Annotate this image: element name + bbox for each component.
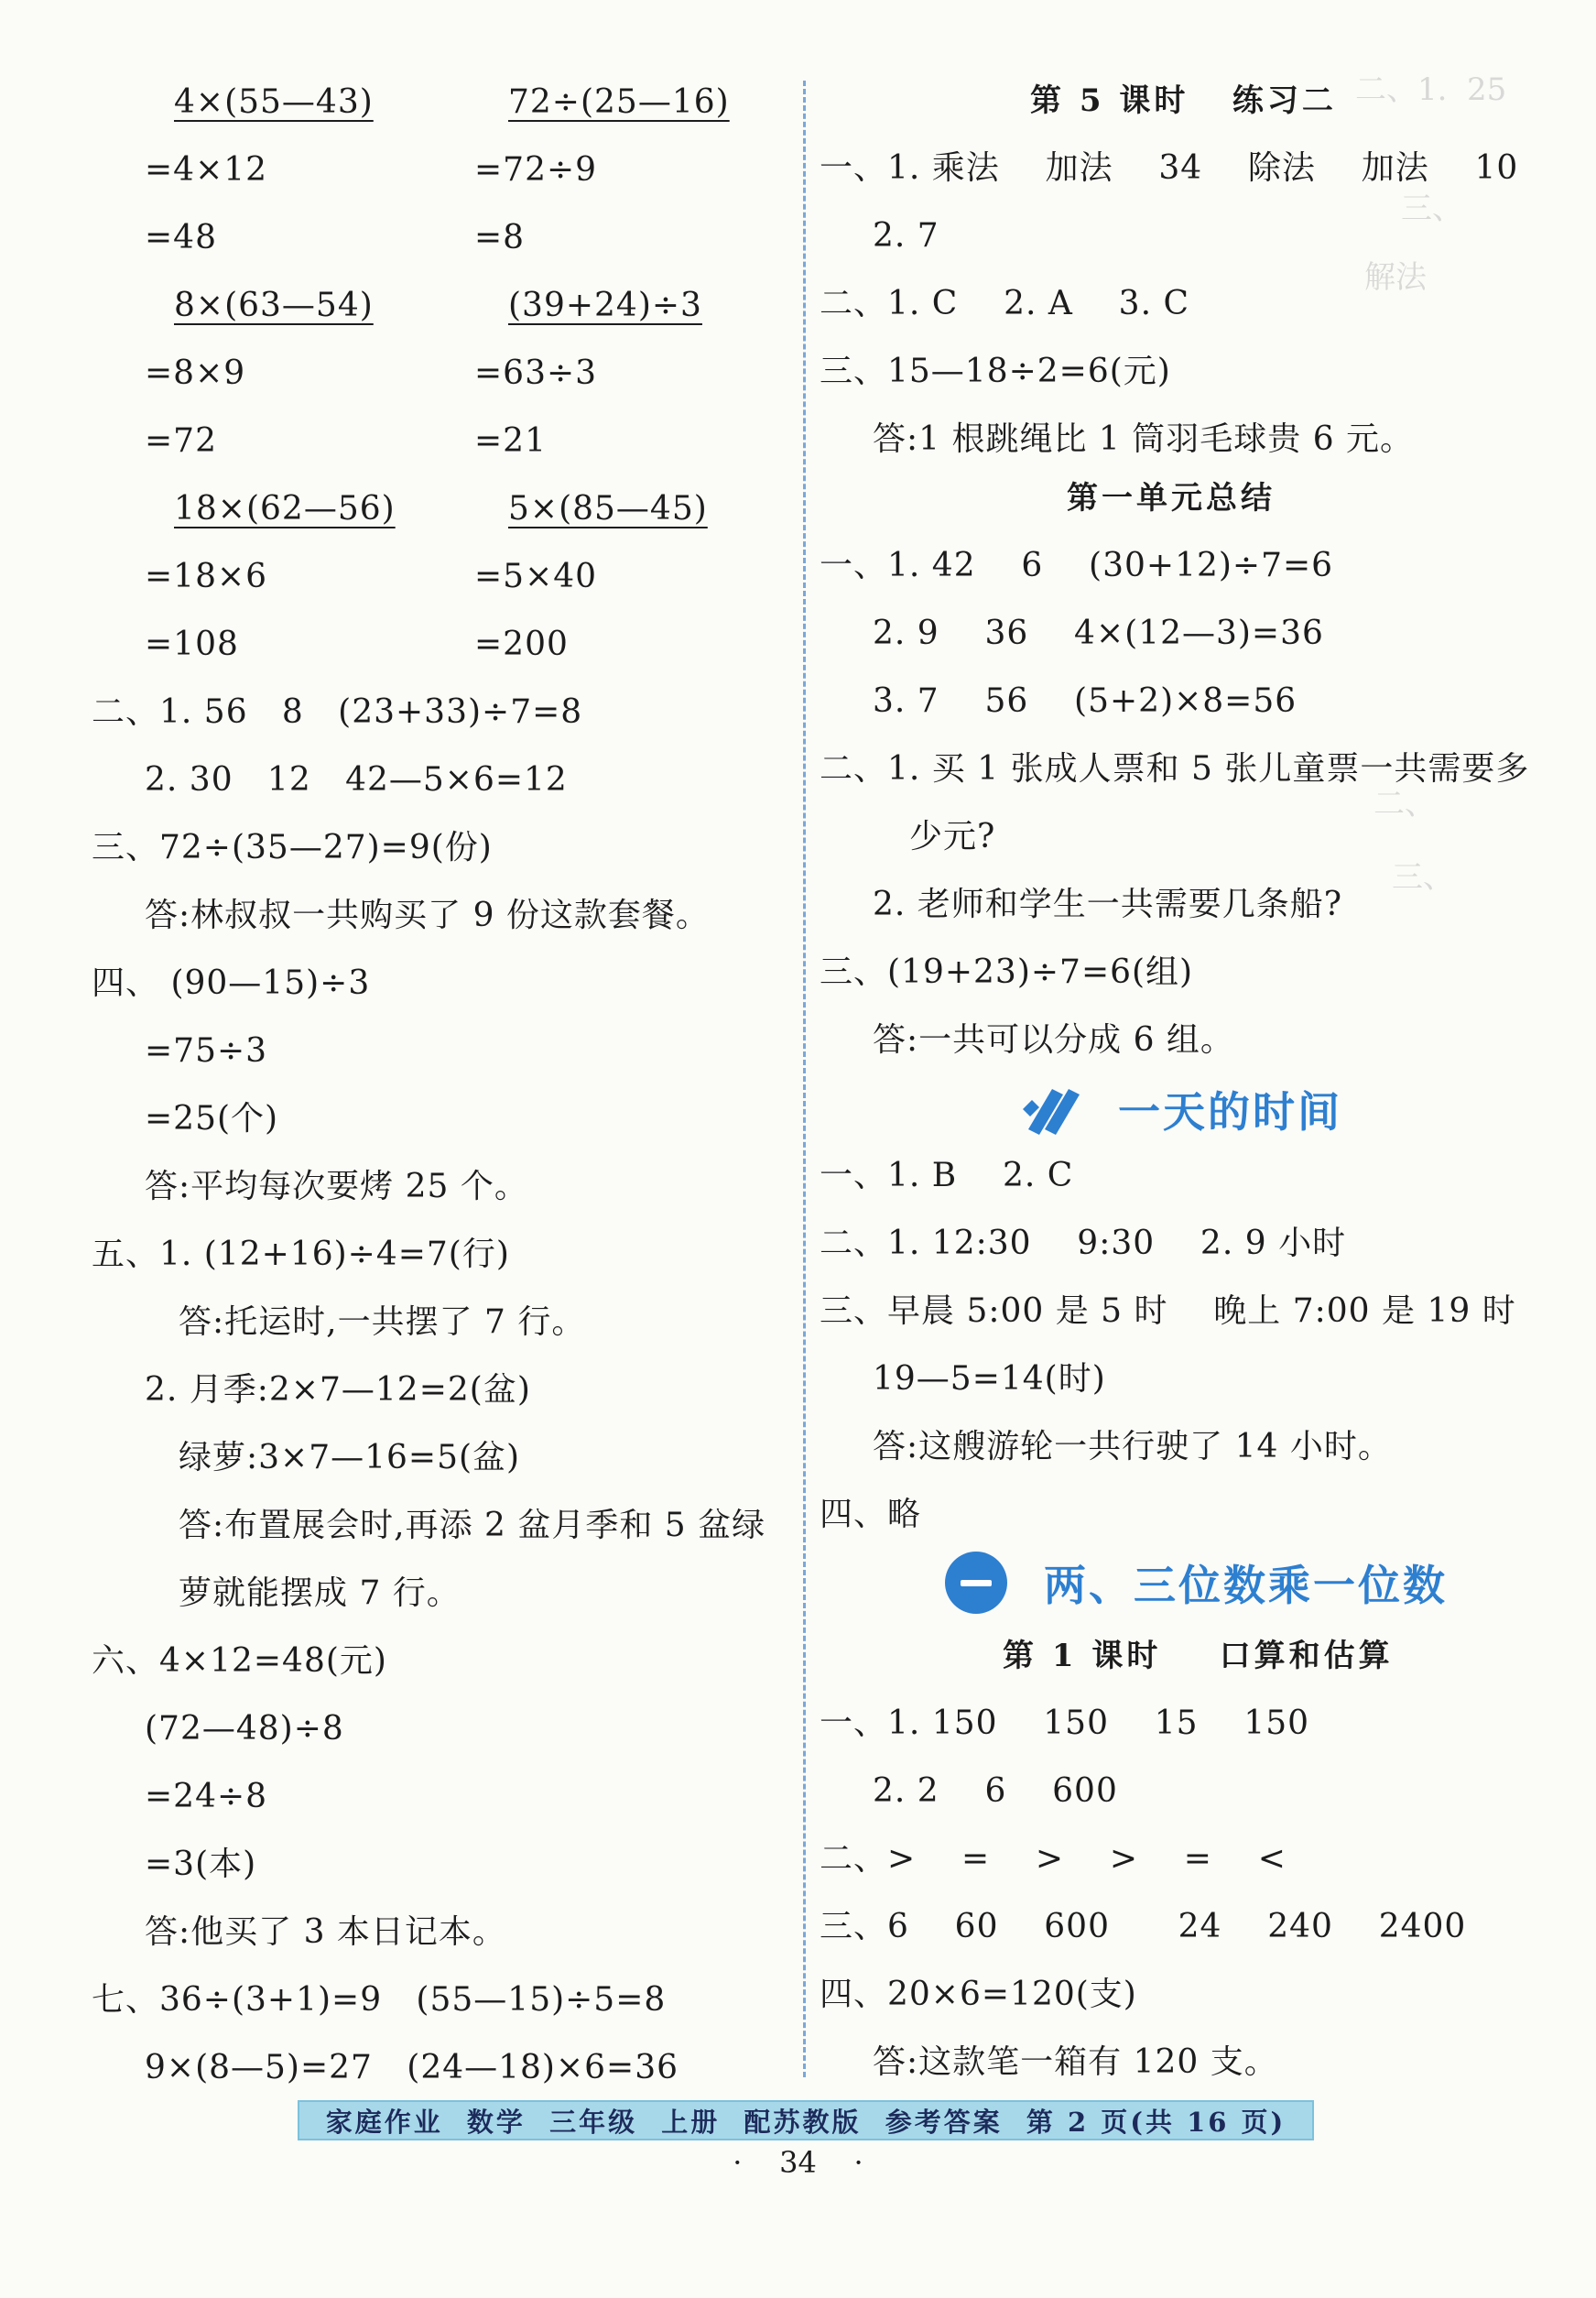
answer-line: 四、20×6=120(支): [820, 1976, 1137, 2013]
unit-title: 两、三位数乘一位数: [1044, 1561, 1448, 1610]
leaf-icon: [1021, 1082, 1085, 1137]
answer-line: 一、1. 150 150 15 150: [820, 1704, 1310, 1742]
answer-line: 答:平均每次要烤 25 个。: [145, 1168, 528, 1205]
unit-title: 一天的时间: [1118, 1087, 1342, 1137]
bleed-through-text: 二、1. 25: [1355, 71, 1507, 108]
answer-line: 六、4×12=48(元): [92, 1642, 387, 1680]
answer-line: 答:布置展会时,再添 2 盆月季和 5 盆绿: [179, 1507, 766, 1544]
page-number: · 34 ·: [733, 2145, 863, 2180]
answer-line: 答:一共可以分成 6 组。: [873, 1021, 1234, 1059]
unit-number-badge: [945, 1552, 1007, 1614]
answer-line: 一、1. B 2. C: [820, 1157, 1074, 1194]
calc-line: 8×(63—54): [174, 287, 374, 324]
answer-line: 萝就能摆成 7 行。: [179, 1574, 461, 1612]
calc-line: =8: [474, 219, 526, 256]
footer-text: 家庭作业 数学 三年级 上册 配苏教版 参考答案 第 2 页(共 16 页): [325, 2106, 1287, 2138]
answer-line: (72—48)÷8: [145, 1710, 344, 1748]
answer-line: 四、略: [820, 1496, 922, 1533]
bleed-through-text: 二、: [1373, 786, 1436, 822]
calc-line: =21: [474, 422, 547, 460]
answer-line: 二、1. C 2. A 3. C: [820, 285, 1190, 322]
answer-line: 19—5=14(时): [873, 1360, 1106, 1398]
answer-line: 2. 7: [873, 217, 939, 255]
unit-heading-multiplication: [945, 1552, 1448, 1614]
calc-line: 18×(62—56): [174, 490, 396, 528]
calc-line: 72÷(25—16): [508, 83, 730, 121]
answer-line: 少元?: [909, 818, 996, 855]
answer-line: 3. 7 56 (5+2)×8=56: [873, 682, 1297, 720]
answer-line: 二、> = > > = <: [820, 1840, 1287, 1878]
answer-line: 答:这款笔一箱有 120 支。: [873, 2043, 1278, 2081]
calc-line: 5×(85—45): [508, 490, 708, 528]
answer-line: 三、15—18÷2=6(元): [820, 353, 1171, 390]
answer-line: 三、72÷(35—27)=9(份): [92, 829, 493, 866]
answer-line: =75÷3: [145, 1032, 268, 1070]
answer-line: 2. 30 12 42—5×6=12: [145, 761, 568, 799]
answer-line: 答:托运时,一共摆了 7 行。: [179, 1303, 586, 1341]
calc-line: =72÷9: [474, 151, 598, 189]
column-divider: [803, 81, 806, 2077]
answer-line: =3(本): [145, 1846, 257, 1883]
bleed-through-text: 解法: [1364, 259, 1427, 296]
calc-line: 4×(55—43): [174, 83, 374, 121]
answer-line: 三、(19+23)÷7=6(组): [820, 953, 1194, 991]
calc-line: =18×6: [145, 558, 268, 595]
answer-line: 绿萝:3×7—16=5(盆): [179, 1439, 521, 1476]
answer-line: 答:这艘游轮一共行驶了 14 小时。: [873, 1428, 1392, 1465]
answer-line: 七、36÷(3+1)=9 (55—15)÷5=8: [92, 1981, 667, 2019]
answer-line: 一、1. 42 6 (30+12)÷7=6: [820, 547, 1334, 584]
bleed-through-text: 三、: [1392, 859, 1454, 896]
answer-line: 2. 9 36 4×(12—3)=36: [873, 615, 1324, 652]
calc-line: =200: [474, 626, 569, 663]
lesson-title: 第 5 课时 练习二: [1030, 82, 1337, 119]
calc-line: =63÷3: [474, 354, 598, 392]
bleed-through-text: 三、: [1401, 191, 1463, 227]
calc-line: =5×40: [474, 558, 598, 595]
answer-line: 四、 (90—15)÷3: [92, 964, 371, 1002]
answer-line: 答:林叔叔一共购买了 9 份这款套餐。: [145, 897, 710, 934]
answer-line: 二、1. 买 1 张成人票和 5 张儿童票一共需要多: [820, 750, 1530, 788]
calc-line: =48: [145, 219, 217, 256]
calc-line: =4×12: [145, 151, 268, 189]
answer-line: 答:1 根跳绳比 1 筒羽毛球贵 6 元。: [873, 420, 1415, 458]
answer-line: =25(个): [145, 1100, 279, 1138]
answer-line: 二、1. 12:30 9:30 2. 9 小时: [820, 1225, 1347, 1262]
lesson-title: 第 1 课时 口算和估算: [1003, 1638, 1394, 1674]
section-title: 第一单元总结: [1067, 480, 1276, 517]
answer-line: 2. 2 6 600: [873, 1772, 1118, 1810]
left-answer-column: [0, 0, 806, 2097]
unit-heading-time: [1021, 1079, 1342, 1139]
answer-line: 答:他买了 3 本日记本。: [145, 1913, 506, 1951]
answer-line: 三、早晨 5:00 是 5 时 晚上 7:00 是 19 时: [820, 1292, 1516, 1330]
answer-line: 五、1. (12+16)÷4=7(行): [92, 1236, 510, 1273]
answer-line: 三、6 60 600 24 240 2400: [820, 1908, 1467, 1945]
answer-line: =24÷8: [145, 1778, 268, 1815]
answer-line: 9×(8—5)=27 (24—18)×6=36: [145, 2049, 679, 2086]
answer-line: 二、1. 56 8 (23+33)÷7=8: [92, 693, 583, 731]
footer-banner: [298, 2100, 1314, 2140]
calc-line: (39+24)÷3: [508, 287, 702, 324]
calc-line: =72: [145, 422, 217, 460]
calc-line: =108: [145, 626, 239, 663]
answer-line: 2. 老师和学生一共需要几条船?: [873, 886, 1343, 923]
answer-line: 2. 月季:2×7—12=2(盆): [145, 1371, 531, 1409]
answer-line: 一、1. 乘法 加法 34 除法 加法 10: [820, 149, 1519, 187]
calc-line: =8×9: [145, 354, 246, 392]
